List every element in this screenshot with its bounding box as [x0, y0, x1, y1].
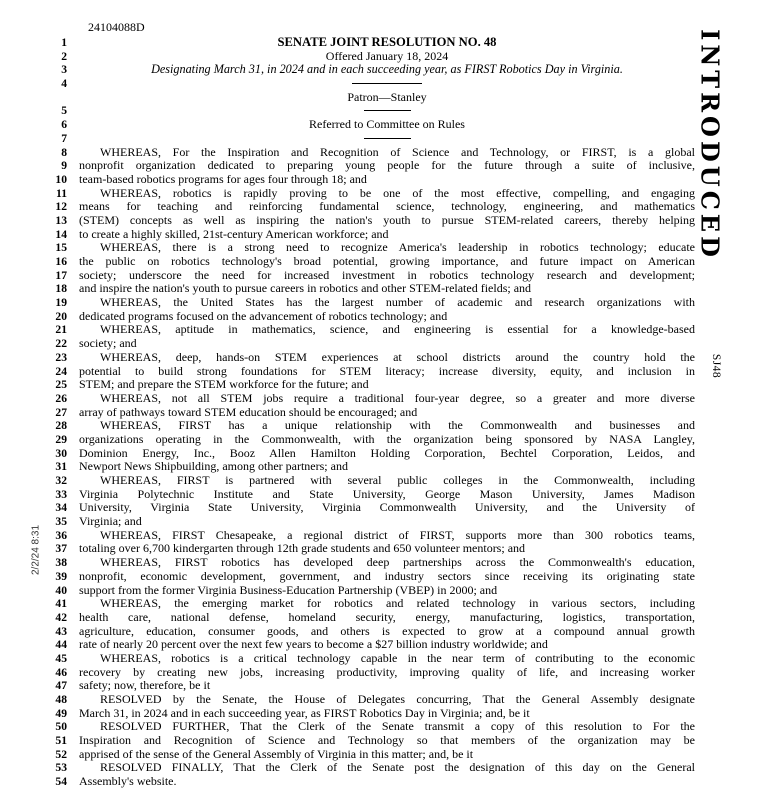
line-number: 51 — [55, 734, 67, 748]
line-number: 5 — [61, 104, 67, 118]
document-line — [0, 707, 760, 721]
line-text: WHEREAS, FIRST Chesapeake, a regional district of FIRST, supports more than 300 robotics teams, — [100, 528, 695, 542]
draft-number: 24104088D — [88, 20, 145, 34]
document-line — [0, 200, 760, 214]
document-line — [0, 406, 760, 420]
line-text: and inspire the nation's youth to pursue careers in robotics and other STEM-related fields; and — [79, 282, 532, 296]
document-line — [0, 159, 760, 173]
line-text: WHEREAS, robotics is a critical technology capable in the near term of contributing to the economic — [100, 651, 695, 665]
line-text: WHEREAS, For the Inspiration and Recognition of Science and Technology, or FIRST, is a global — [100, 145, 695, 159]
document-line — [0, 666, 760, 680]
line-number: 13 — [55, 213, 67, 227]
line-number: 32 — [55, 474, 67, 487]
line-text: WHEREAS, there is a strong need to recognize America's leadership in robotics technology; educate — [100, 241, 695, 255]
line-text: the public on robotics technology's broad potential, growing importance, and future impact on American — [79, 255, 695, 268]
document-line — [0, 625, 760, 639]
line-number: 54 — [55, 775, 67, 789]
line-text: University, Virginia State University, Virginia Commonwealth University, and the University of — [79, 501, 695, 515]
line-text: Virginia Polytechnic Institute and State University, George Mason University, James Madison — [79, 487, 695, 501]
line-text: health care, national defense, homeland security, energy, manufacturing, logistics, transportation, — [79, 610, 695, 624]
line-number: 36 — [55, 528, 67, 542]
document-line — [0, 419, 760, 433]
document-line — [0, 748, 760, 762]
document-line — [0, 282, 760, 296]
separator-rule — [364, 138, 411, 139]
document-line — [0, 228, 760, 242]
document-line — [0, 241, 760, 255]
line-number: 11 — [56, 186, 67, 200]
line-number: 17 — [55, 268, 67, 282]
line-number: 24 — [55, 364, 67, 378]
document-line — [0, 597, 760, 611]
line-number: 48 — [55, 693, 67, 706]
line-number: 35 — [55, 515, 67, 529]
document-line — [0, 77, 760, 91]
line-text: WHEREAS, the United States has the largest number of academic and research organizations with — [100, 296, 695, 310]
line-number: 49 — [55, 706, 67, 720]
line-text: Assembly's website. — [79, 775, 177, 789]
document-line — [0, 392, 760, 406]
line-number: 44 — [55, 638, 67, 652]
line-number: 7 — [61, 131, 67, 145]
document-line — [0, 638, 760, 652]
line-number: 40 — [55, 583, 67, 597]
line-text: organizations operating in the Commonwealth, with the organization being sponsored by NASA Langley, — [79, 432, 695, 446]
line-number: 34 — [55, 501, 67, 515]
document-line — [0, 104, 760, 118]
document-line — [0, 323, 760, 337]
line-number: 37 — [55, 542, 67, 556]
document-line — [0, 652, 760, 666]
line-number: 14 — [55, 227, 67, 241]
bill-id-vertical: SJ48 — [710, 353, 722, 379]
line-text: team-based robotics programs for ages four through 18; and — [79, 172, 367, 186]
line-number: 25 — [55, 378, 67, 392]
document-line — [0, 214, 760, 228]
line-text: Referred to Committee on Rules — [309, 118, 465, 132]
document-line — [0, 351, 760, 365]
document-line — [0, 433, 760, 447]
line-text: WHEREAS, FIRST robotics has developed deep partnerships across the Commonwealth's education, — [100, 556, 695, 570]
line-number: 16 — [55, 255, 67, 268]
line-number: 53 — [55, 761, 67, 775]
line-text: RESOLVED FINALLY, That the Clerk of the Senate post the designation of this day on the General — [100, 761, 695, 775]
line-text: totaling over 6,700 kindergarten through 12th grade students and 650 volunteer mentors; and — [79, 542, 526, 556]
separator-rule — [352, 83, 422, 84]
line-text: nonprofit organization dedicated to preparing young people for the future through a suite of inclusive, — [79, 159, 695, 173]
line-text: WHEREAS, aptitude in mathematics, science, and engineering is essential for a knowledge-based — [100, 323, 695, 337]
document-line — [0, 255, 760, 269]
line-text: RESOLVED by the Senate, the House of Delegates concurring, That the General Assembly designate — [100, 693, 695, 706]
line-text: Virginia; and — [79, 515, 142, 529]
document-line — [0, 761, 760, 775]
line-number: 12 — [55, 200, 67, 214]
line-number: 52 — [55, 747, 67, 761]
document-line — [0, 63, 760, 77]
print-timestamp: 2/2/24 8:31 — [30, 524, 42, 576]
document-line — [0, 501, 760, 515]
document-line — [0, 378, 760, 392]
line-text: Offered January 18, 2024 — [325, 49, 449, 63]
document-line — [0, 556, 760, 570]
document-line — [0, 36, 760, 50]
line-text: (STEM) concepts as well as inspiring the nation's youth to pursue STEM-related careers, thereby helping — [79, 213, 695, 227]
document-line — [0, 515, 760, 529]
line-number: 50 — [55, 720, 67, 734]
line-text: WHEREAS, FIRST is partnered with several public colleges in the Commonwealth, including — [100, 474, 695, 487]
line-number: 30 — [55, 446, 67, 460]
document-line — [0, 447, 760, 461]
line-text: rate of nearly 20 percent over the next few years to become a $27 billion industry worldwide; and — [79, 638, 548, 652]
line-text: STEM; and prepare the STEM workforce for the future; and — [79, 378, 369, 392]
line-number: 4 — [61, 77, 67, 91]
line-text: support from the former Virginia Business-Education Partnership (VBEP) in 2000; and — [79, 583, 498, 597]
line-number: 3 — [61, 63, 67, 77]
line-number: 33 — [55, 487, 67, 501]
line-number: 42 — [55, 610, 67, 624]
document-line — [0, 337, 760, 351]
line-number: 39 — [55, 569, 67, 583]
introduced-stamp: INTRODUCED — [695, 29, 725, 261]
document-line — [0, 132, 760, 146]
document-line — [0, 50, 760, 64]
line-text: recovery by creating new jobs, increasing productivity, improving quality of life, and increasing worker — [79, 665, 695, 679]
line-text: means for teaching and reinforcing fundamental science, technology, engineering, and mathematics — [79, 200, 695, 214]
separator-rule — [364, 110, 411, 111]
document-line — [0, 693, 760, 707]
line-number: 29 — [55, 432, 67, 446]
line-text — [79, 132, 695, 146]
line-number: 1 — [61, 36, 67, 49]
line-number: 46 — [55, 665, 67, 679]
line-number: 28 — [55, 419, 67, 433]
line-text: Designating March 31, in 2024 and in each succeeding year, as FIRST Robotics Day in Virginia. — [151, 63, 623, 77]
document-line — [0, 310, 760, 324]
document-line — [0, 474, 760, 488]
line-text: nonprofit, economic development, government, and industry sectors since receiving its originating state — [79, 569, 695, 583]
line-text: apprised of the sense of the General Assembly of Virginia in this matter; and, be it — [79, 747, 474, 761]
document-line — [0, 173, 760, 187]
line-number: 26 — [55, 391, 67, 405]
line-text: to create a highly skilled, 21st-century American workforce; and — [79, 227, 389, 241]
document-line — [0, 679, 760, 693]
line-text: WHEREAS, the emerging market for robotics and related technology in various sectors, including — [100, 597, 695, 611]
document-line — [0, 611, 760, 625]
line-number: 23 — [55, 350, 67, 364]
document-line — [0, 187, 760, 201]
line-text: Patron—Stanley — [347, 90, 427, 104]
document-line — [0, 734, 760, 748]
line-text: WHEREAS, deep, hands-on STEM experiences at school districts around the country hold the — [100, 350, 695, 364]
line-number: 31 — [55, 460, 67, 474]
line-number: 18 — [55, 282, 67, 296]
line-number: 38 — [55, 556, 67, 570]
line-text: WHEREAS, FIRST has a unique relationship with the Commonwealth and businesses and — [100, 419, 695, 433]
line-text: Inspiration and Recognition of Science and Technology so that members of the organization may be — [79, 734, 695, 748]
document-line — [0, 269, 760, 283]
line-number: 21 — [55, 323, 67, 337]
line-text: WHEREAS, not all STEM jobs require a traditional four-year degree, so a greater and more diverse — [100, 391, 695, 405]
document-line — [0, 570, 760, 584]
line-number: 20 — [55, 309, 67, 323]
line-number: 43 — [55, 624, 67, 638]
line-number: 2 — [61, 49, 67, 63]
document-line — [0, 775, 760, 789]
line-text: RESOLVED FURTHER, That the Clerk of the Senate transmit a copy of this resolution to For the — [100, 720, 695, 734]
document-line — [0, 542, 760, 556]
line-text — [79, 104, 695, 118]
document-line — [0, 91, 760, 105]
line-text: potential to build strong foundations for STEM literacy; increase diversity, equity, and inclusion in — [79, 364, 695, 378]
line-number: 8 — [61, 145, 67, 159]
document-line — [0, 146, 760, 160]
line-text: dedicated programs focused on the advancement of robotics technology; and — [79, 309, 448, 323]
line-number: 10 — [55, 172, 67, 186]
line-text: Dominion Energy, Inc., Booz Allen Hamilton Holding Corporation, Bechtel Corporation, Leidos, and — [79, 446, 695, 460]
line-text: Newport News Shipbuilding, among other partners; and — [79, 460, 348, 474]
document-line — [0, 720, 760, 734]
document-line — [0, 296, 760, 310]
line-number: 6 — [61, 118, 67, 132]
line-text: SENATE JOINT RESOLUTION NO. 48 — [277, 36, 497, 49]
bill-text-body — [0, 36, 760, 789]
document-line — [0, 488, 760, 502]
line-text: agriculture, education, consumer goods, and others is expected to grow at a compound annual growth — [79, 624, 695, 638]
line-number: 15 — [55, 241, 67, 255]
line-number: 27 — [55, 405, 67, 419]
document-line — [0, 365, 760, 379]
line-number: 45 — [55, 651, 67, 665]
line-text: society; and — [79, 337, 137, 351]
line-number: 19 — [55, 296, 67, 310]
line-number: 47 — [55, 679, 67, 693]
line-number: 9 — [61, 159, 67, 173]
line-number: 41 — [55, 597, 67, 611]
line-text: array of pathways toward STEM education should be encouraged; and — [79, 405, 418, 419]
line-text: society; underscore the need for increased investment in robotics technology research and development; — [79, 268, 695, 282]
line-text: WHEREAS, robotics is rapidly proving to be one of the most effective, compelling, and engaging — [100, 186, 695, 200]
line-text — [79, 77, 695, 91]
line-number: 22 — [55, 337, 67, 351]
document-line — [0, 584, 760, 598]
document-line — [0, 529, 760, 543]
line-text: March 31, in 2024 and in each succeeding year, as FIRST Robotics Day in Virginia; and, be it — [79, 706, 530, 720]
line-text: safety; now, therefore, be it — [79, 679, 211, 693]
document-line — [0, 460, 760, 474]
document-line — [0, 118, 760, 132]
